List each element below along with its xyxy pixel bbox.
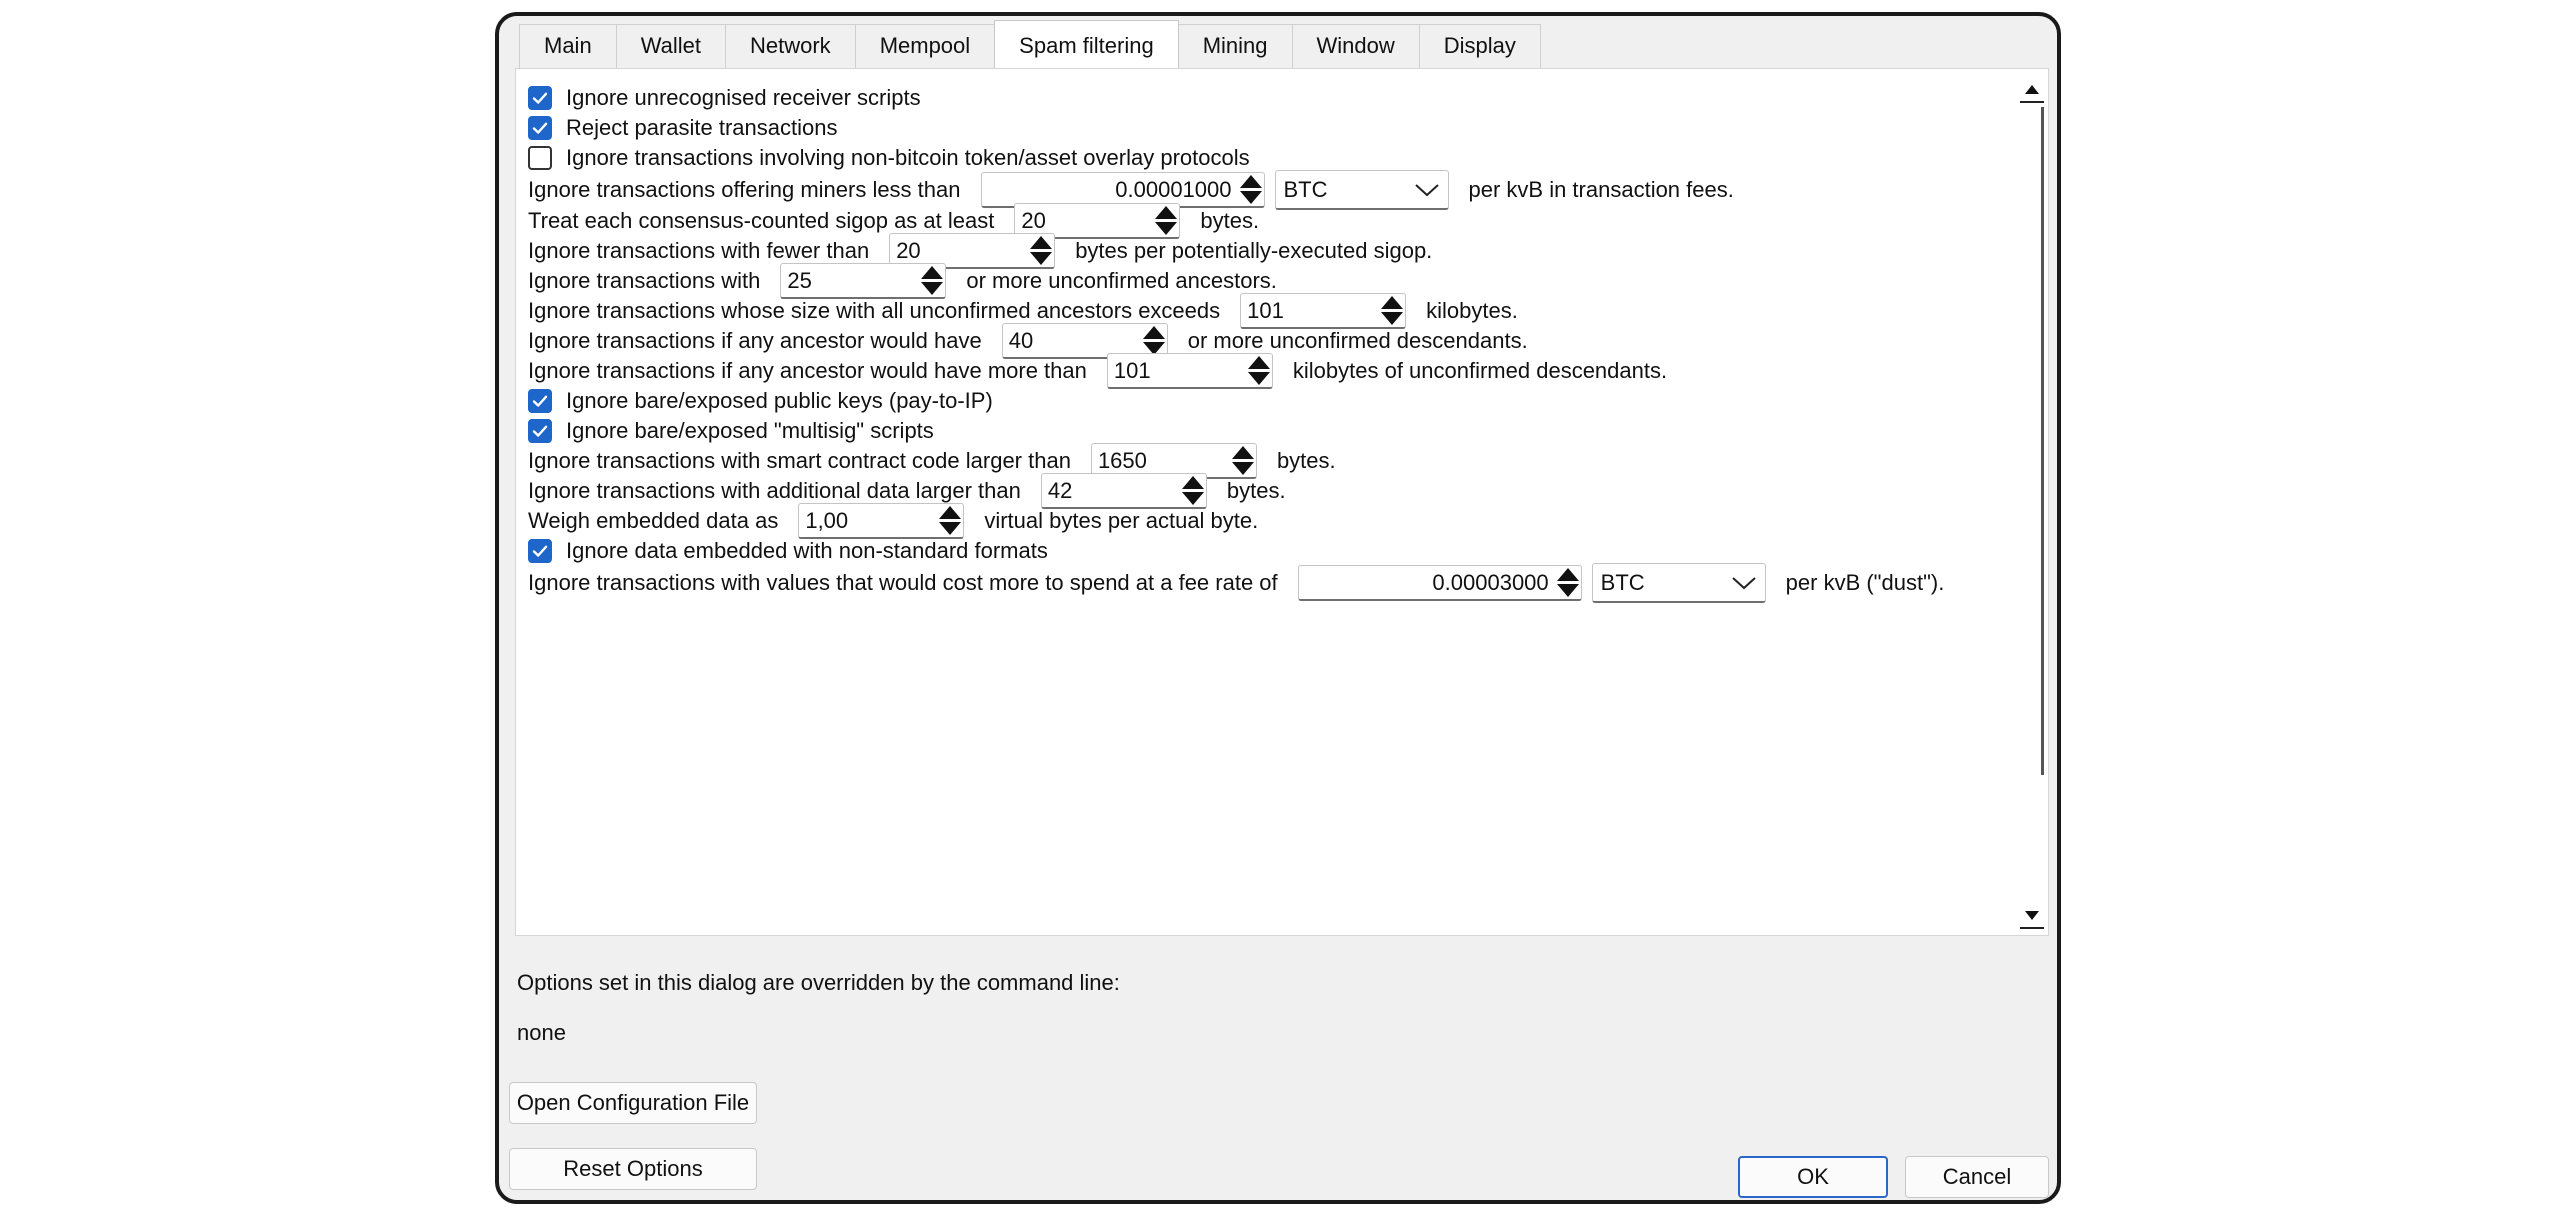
vertical-scrollbar[interactable] — [2016, 69, 2048, 935]
open-config-button[interactable]: Open Configuration File — [509, 1082, 757, 1124]
check-icon — [531, 422, 549, 440]
after-ancestor-size: kilobytes. — [1426, 298, 1518, 323]
chevron-down-icon — [1414, 182, 1440, 198]
checkbox-ignore-nonstandard-data[interactable] — [528, 539, 552, 563]
dust-fee-value: 0.00003000 — [1432, 569, 1549, 595]
tab-mempool[interactable]: Mempool — [855, 24, 995, 68]
after-data-weight: virtual bytes per actual byte. — [984, 508, 1259, 533]
dust-fee-unit: BTC — [1600, 569, 1645, 595]
dust-fee-spinbox[interactable] — [1298, 565, 1582, 601]
checkbox-ignore-bare-multisig[interactable] — [528, 419, 552, 443]
label-script-size: Ignore transactions with smart contract code larger than — [528, 448, 1071, 473]
label-ancestor-size: Ignore transactions whose size with all unconfirmed ancestors exceeds — [528, 298, 1221, 323]
ancestor-count-value: 25 — [787, 267, 812, 293]
options-dialog — [495, 12, 2061, 1204]
label-data-weight: Weigh embedded data as — [528, 508, 779, 533]
check-icon — [531, 89, 549, 107]
scroll-thumb[interactable] — [2020, 107, 2044, 775]
tab-network[interactable]: Network — [725, 24, 856, 68]
label-ignore-nonstandard-data: Ignore data embedded with non-standard formats — [566, 538, 1048, 563]
checkbox-reject-parasite[interactable] — [528, 116, 552, 140]
after-min-fee: per kvB in transaction fees. — [1468, 177, 1734, 202]
after-script-size: bytes. — [1276, 448, 1336, 473]
scroll-up-icon[interactable] — [2020, 77, 2044, 103]
label-datacarrier-size: Ignore transactions with additional data larger than — [528, 478, 1021, 503]
check-icon — [531, 392, 549, 410]
after-ancestor-count: or more unconfirmed ancestors. — [966, 268, 1277, 293]
tab-window[interactable]: Window — [1292, 24, 1420, 68]
tab-bar — [519, 24, 1540, 68]
after-dust-fee: per kvB ("dust"). — [1785, 570, 1945, 595]
after-descendant-count: or more unconfirmed descendants. — [1187, 328, 1528, 353]
label-bytes-per-sigop: Ignore transactions with fewer than — [528, 238, 870, 263]
spam-filtering-panel — [515, 68, 2049, 936]
tab-display[interactable]: Display — [1419, 24, 1541, 68]
setting-dust-fee — [528, 563, 1944, 603]
label-ignore-token-overlay: Ignore transactions involving non-bitcoin token/asset overlay protocols — [566, 145, 1250, 170]
min-fee-value: 0.00001000 — [1115, 176, 1232, 202]
override-note: Options set in this dialog are overridden by the command line: — [517, 970, 1120, 995]
override-value: none — [517, 1020, 566, 1045]
after-bytes-per-sigop: bytes per potentially-executed sigop. — [1075, 238, 1433, 263]
min-fee-unit-select[interactable] — [1275, 170, 1449, 210]
spin-arrows-icon[interactable] — [1238, 175, 1264, 204]
label-ignore-bare-multisig: Ignore bare/exposed "multisig" scripts — [566, 418, 934, 443]
descendant-size-spinbox[interactable] — [1107, 353, 1273, 389]
label-sigop-bytes: Treat each consensus-counted sigop as at least — [528, 208, 995, 233]
descendant-count-value: 40 — [1008, 327, 1034, 353]
bytes-per-sigop-value: 20 — [896, 237, 921, 263]
ancestor-size-value: 101 — [1247, 297, 1284, 323]
label-descendant-count: Ignore transactions if any ancestor would have — [528, 328, 982, 353]
checkbox-ignore-bare-pubkeys[interactable] — [528, 389, 552, 413]
tab-spam-filtering[interactable]: Spam filtering — [994, 20, 1179, 68]
label-reject-parasite: Reject parasite transactions — [566, 115, 838, 140]
min-fee-unit: BTC — [1283, 176, 1328, 202]
tab-wallet[interactable]: Wallet — [616, 24, 726, 68]
datacarrier-size-value: 42 — [1047, 477, 1073, 503]
after-descendant-size: kilobytes of unconfirmed descendants. — [1292, 358, 1668, 383]
descendant-size-value: 101 — [1113, 357, 1151, 383]
settings-list — [516, 69, 2016, 935]
sigop-bytes-value: 20 — [1021, 207, 1046, 233]
chevron-down-icon — [1731, 575, 1757, 591]
reset-options-button[interactable]: Reset Options — [509, 1148, 757, 1190]
after-sigop-bytes: bytes. — [1200, 208, 1260, 233]
ok-button[interactable]: OK — [1738, 1156, 1888, 1198]
label-descendant-size: Ignore transactions if any ancestor would have more than — [528, 358, 1087, 383]
data-weight-value: 1,00 — [805, 507, 849, 533]
dust-fee-unit-select[interactable] — [1592, 563, 1766, 603]
spin-arrows-icon[interactable] — [1246, 356, 1272, 385]
script-size-value: 1650 — [1097, 447, 1147, 473]
spin-arrows-icon[interactable] — [1555, 568, 1581, 597]
tab-mining[interactable]: Mining — [1178, 24, 1293, 68]
cancel-button[interactable]: Cancel — [1905, 1156, 2049, 1198]
check-icon — [531, 542, 549, 560]
label-ancestor-count: Ignore transactions with — [528, 268, 761, 293]
check-icon — [531, 119, 549, 137]
checkbox-ignore-unrecognised-scripts[interactable] — [528, 86, 552, 110]
checkbox-ignore-token-overlay[interactable] — [528, 146, 552, 170]
label-min-fee: Ignore transactions offering miners less than — [528, 177, 961, 202]
scroll-down-icon[interactable] — [2020, 903, 2044, 929]
label-ignore-unrecognised-scripts: Ignore unrecognised receiver scripts — [566, 85, 921, 110]
after-datacarrier-size: bytes. — [1226, 478, 1286, 503]
tab-main[interactable]: Main — [519, 24, 617, 68]
label-dust-fee: Ignore transactions with values that would cost more to spend at a fee rate of — [528, 570, 1278, 595]
label-ignore-bare-pubkeys: Ignore bare/exposed public keys (pay-to-IP) — [566, 388, 993, 413]
